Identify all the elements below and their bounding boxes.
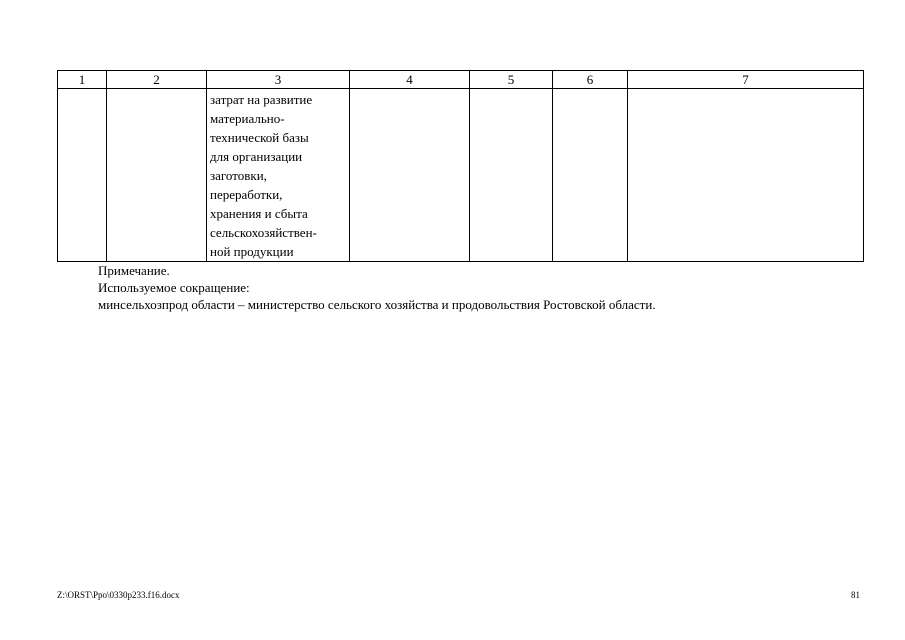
cell-col-3-text — [207, 89, 349, 261]
cell-text-line: для организации — [210, 149, 303, 164]
cell-text-line: ной продукции — [210, 244, 294, 259]
cell-text-line: сельскохозяйствен- — [210, 225, 317, 240]
abbreviation-heading: Используемое сокращение: — [98, 280, 250, 295]
header-col-1: 1 — [58, 71, 107, 89]
cell-col-6 — [553, 89, 628, 262]
footer-file-path: Z:\ORST\Ppo\0330p233.f16.docx — [57, 590, 180, 600]
header-col-7: 7 — [628, 71, 864, 89]
cell-text-line: технической базы — [210, 130, 309, 145]
notes-section — [98, 262, 656, 313]
header-col-6: 6 — [553, 71, 628, 89]
data-table — [57, 70, 864, 262]
abbreviation-text: минсельхозпрод области – министерство сельского хозяйства и продовольствия Ростовской области. — [98, 297, 656, 312]
header-col-5: 5 — [470, 71, 553, 89]
table-row — [58, 89, 864, 262]
header-col-4: 4 — [350, 71, 470, 89]
cell-text-line: переработки, — [210, 187, 283, 202]
cell-text-line: затрат на развитие — [210, 92, 313, 107]
cell-col-4 — [350, 89, 470, 262]
footer-page-number: 81 — [851, 590, 860, 600]
cell-text-line: заготовки, — [210, 168, 267, 183]
header-col-2: 2 — [107, 71, 207, 89]
cell-col-5 — [470, 89, 553, 262]
cell-text-line: хранения и сбыта — [210, 206, 308, 221]
cell-col-3 — [207, 89, 350, 262]
table-header-row — [58, 71, 864, 89]
cell-col-7 — [628, 89, 864, 262]
notes-title: Примечание. — [98, 263, 170, 278]
cell-col-1 — [58, 89, 107, 262]
header-col-3: 3 — [207, 71, 350, 89]
cell-col-2 — [107, 89, 207, 262]
cell-text-line: материально- — [210, 111, 285, 126]
